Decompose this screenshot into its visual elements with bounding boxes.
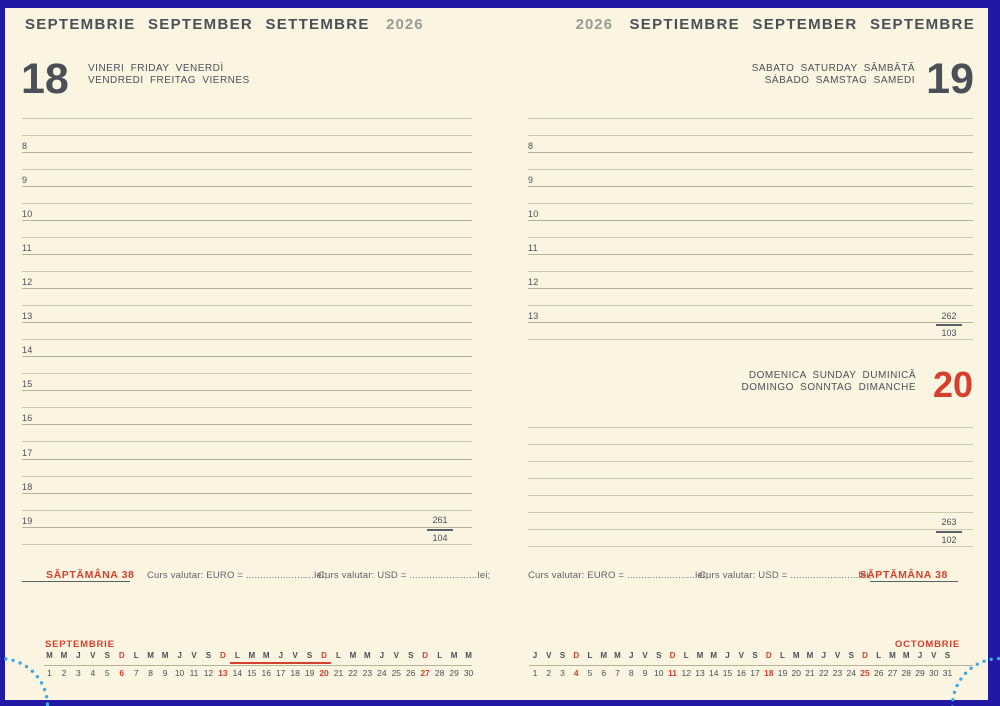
hour-label: 12	[528, 277, 539, 287]
schedule-line	[528, 478, 973, 479]
day-of-year-divider	[936, 531, 962, 533]
schedule-line	[22, 186, 472, 187]
left-euro-rate-line: Curs valutar: EURO = ........................lei;	[147, 570, 328, 581]
sunday-day-number: 20	[932, 364, 973, 405]
schedule-line	[22, 459, 472, 460]
calendar-day-number: 4	[573, 667, 579, 678]
schedule-line	[528, 305, 973, 306]
calendar-day-letter: S	[752, 651, 758, 660]
calendar-day-number: 19	[304, 667, 315, 678]
calendar-day-letter: M	[696, 651, 704, 660]
calendar-day-number: 30	[463, 667, 474, 678]
calendar-day-number: 23	[362, 667, 373, 678]
saturday-names-line1: SABATO SATURDAY SÂMBĂTĂ	[751, 63, 915, 74]
schedule-line	[22, 339, 472, 340]
schedule-line	[528, 339, 973, 340]
schedule-line	[528, 529, 973, 530]
day-of-year-count: 262	[941, 310, 957, 321]
calendar-day-number: 22	[819, 667, 829, 678]
hour-label: 8	[528, 140, 534, 151]
calendar-day-letter: M	[147, 651, 154, 660]
september-calendar-title: SEPTEMBRIE	[45, 639, 115, 650]
saturday-day-names	[752, 63, 915, 86]
schedule-line	[22, 322, 472, 323]
calendar-day-number: 17	[750, 667, 760, 678]
calendar-day-letter: J	[76, 651, 81, 660]
calendar-day-number: 23	[832, 667, 843, 678]
calendar-rule	[529, 665, 973, 666]
calendar-day-letter: M	[262, 651, 270, 660]
calendar-day-letter: D	[321, 651, 327, 660]
calendar-day-number: 9	[642, 667, 648, 678]
calendar-day-number: 7	[133, 667, 139, 678]
calendar-day-number: 28	[901, 667, 911, 678]
calendar-day-letter: M	[349, 651, 357, 660]
right-euro-rate-line: Curs valutar: EURO = ........................lei;	[528, 570, 709, 581]
days-remaining-count: 103	[941, 327, 957, 338]
calendar-day-letter: L	[683, 651, 689, 660]
calendar-day-number: 7	[615, 667, 620, 678]
schedule-line	[528, 546, 973, 547]
calendar-day-number: 16	[261, 667, 271, 678]
calendar-day-number: 12	[681, 667, 691, 678]
calendar-day-letter: L	[234, 651, 240, 660]
left-header-year: 2026	[386, 16, 424, 33]
calendar-day-letter: V	[546, 651, 552, 660]
calendar-day-number: 2	[61, 667, 67, 678]
calendar-rule	[44, 665, 472, 666]
calendar-day-number: 11	[668, 667, 677, 678]
calendar-day-number: 27	[420, 667, 430, 678]
calendar-day-number: 16	[736, 667, 746, 678]
saturday-names-line2: SÁBADO SAMSTAG SAMEDI	[764, 74, 915, 86]
hour-label: 9	[528, 174, 534, 185]
calendar-day-letter: V	[834, 651, 841, 660]
calendar-day-number: 13	[218, 667, 228, 678]
day-of-year-divider	[936, 324, 962, 326]
hour-label: 13	[22, 311, 33, 322]
schedule-line	[22, 390, 472, 391]
calendar-day-number: 29	[449, 667, 459, 678]
calendar-day-number: 28	[434, 667, 445, 678]
calendar-day-number: 6	[601, 667, 607, 678]
calendar-day-number: 20	[319, 667, 329, 678]
schedule-line	[528, 203, 973, 204]
left-usd-rate-line: Curs valutar: USD = ........................lei;	[318, 570, 491, 581]
right-page-header	[576, 16, 975, 33]
schedule-line	[22, 135, 472, 136]
calendar-day-letter: L	[876, 651, 882, 660]
calendar-day-letter: M	[46, 651, 53, 660]
schedule-line	[22, 152, 472, 153]
hour-label: 13	[528, 311, 539, 322]
calendar-day-letter: S	[306, 651, 313, 660]
day-of-year-count: 263	[941, 517, 957, 528]
hour-label: 11	[528, 242, 538, 253]
schedule-line	[22, 169, 472, 170]
calendar-day-number: 8	[628, 667, 634, 678]
calendar-day-letter: M	[465, 651, 472, 660]
calendar-day-number: 25	[391, 667, 402, 678]
calendar-day-letter: S	[104, 651, 110, 660]
schedule-line	[528, 237, 973, 238]
schedule-line	[22, 544, 472, 545]
calendar-day-letter: S	[656, 651, 662, 660]
calendar-day-letter: L	[133, 651, 139, 660]
calendar-day-number: 12	[203, 667, 214, 678]
calendar-day-number: 18	[290, 667, 300, 678]
calendar-day-letter: J	[278, 651, 283, 660]
calendar-day-letter: J	[725, 651, 730, 660]
schedule-line	[528, 512, 973, 513]
schedule-line	[22, 527, 472, 528]
calendar-day-letter: L	[336, 651, 341, 660]
days-remaining-count: 102	[941, 534, 957, 545]
calendar-day-letter: D	[573, 651, 580, 660]
calendar-day-letter: M	[792, 651, 800, 660]
calendar-day-letter: V	[393, 651, 399, 660]
calendar-day-number: 31	[942, 667, 953, 678]
day-of-year-divider	[427, 529, 453, 531]
calendar-day-number: 30	[929, 667, 939, 678]
hour-label: 12	[22, 277, 33, 287]
schedule-line	[22, 203, 472, 204]
calendar-day-number: 27	[887, 667, 898, 678]
calendar-day-number: 2	[546, 667, 552, 678]
hour-label: 17	[22, 447, 33, 458]
calendar-day-letter: L	[587, 651, 593, 660]
calendar-day-letter: S	[559, 651, 566, 660]
hour-label: 15	[22, 379, 33, 390]
calendar-day-letter: M	[450, 651, 458, 660]
calendar-day-letter: J	[629, 651, 634, 660]
calendar-day-letter: D	[220, 651, 226, 660]
schedule-line	[22, 356, 472, 357]
schedule-line	[22, 288, 472, 289]
hour-label: 18	[22, 481, 33, 492]
calendar-day-number: 22	[348, 667, 358, 678]
schedule-line	[22, 424, 472, 425]
schedule-line	[22, 305, 472, 306]
left-day-names-line2: VENDREDI FREITAG VIERNES	[88, 74, 250, 86]
schedule-line	[528, 427, 973, 428]
schedule-line	[528, 152, 973, 153]
calendar-day-number: 5	[587, 667, 593, 678]
calendar-day-number: 17	[275, 667, 286, 678]
calendar-day-number: 15	[722, 667, 733, 678]
schedule-line	[528, 495, 973, 496]
day-of-year-count: 261	[432, 515, 448, 526]
schedule-line	[22, 237, 472, 238]
calendar-day-letter: D	[765, 651, 772, 660]
calendar-day-letter: S	[848, 651, 854, 660]
calendar-day-letter: M	[902, 651, 910, 660]
schedule-line	[22, 407, 472, 408]
saturday-day-number: 19	[926, 55, 974, 103]
calendar-day-number: 29	[915, 667, 925, 678]
schedule-line	[22, 510, 472, 511]
calendar-day-letter: J	[379, 651, 385, 660]
calendar-day-number: 10	[654, 667, 664, 678]
hour-label: 10	[528, 208, 539, 219]
calendar-day-number: 1	[47, 667, 52, 678]
schedule-line	[528, 444, 973, 445]
schedule-line	[528, 135, 973, 136]
schedule-line	[528, 271, 973, 272]
calendar-day-letter: V	[642, 651, 648, 660]
calendar-day-letter: J	[532, 651, 538, 660]
calendar-day-number: 25	[860, 667, 870, 678]
calendar-day-letter: V	[90, 651, 96, 660]
hour-label: 10	[22, 208, 33, 219]
right-week-label: SĂPTĂMÂNA 38	[859, 569, 948, 581]
calendar-day-letter: M	[710, 651, 718, 660]
calendar-day-letter: L	[780, 651, 785, 660]
calendar-day-number: 26	[874, 667, 884, 678]
calendar-day-number: 14	[232, 667, 243, 678]
left-header-months: SEPTEMBRIE SEPTEMBER SETTEMBRE	[25, 16, 370, 33]
schedule-line	[22, 441, 472, 442]
schedule-line	[528, 322, 973, 323]
calendar-day-number: 20	[791, 667, 801, 678]
october-calendar-title: OCTOMBRIE	[894, 639, 960, 650]
calendar-day-letter: V	[738, 651, 744, 660]
calendar-current-week-underline	[230, 662, 331, 664]
left-week-label: SĂPTĂMÂNA 38	[46, 569, 135, 581]
calendar-day-letter: D	[118, 651, 125, 660]
hour-label: 8	[22, 140, 28, 151]
calendar-day-letter: M	[248, 651, 256, 660]
calendar-day-number: 19	[777, 667, 788, 678]
schedule-line	[22, 373, 472, 374]
hour-label: 11	[22, 242, 32, 253]
schedule-line	[22, 118, 472, 119]
schedule-line	[22, 493, 472, 494]
calendar-day-number: 11	[189, 667, 199, 678]
calendar-day-letter: M	[600, 651, 608, 660]
right-header-year: 2026	[575, 16, 613, 33]
paper-page	[5, 8, 988, 700]
schedule-line	[22, 476, 472, 477]
hour-label: 16	[22, 413, 33, 424]
calendar-day-letter: V	[191, 651, 197, 660]
calendar-day-number: 3	[560, 667, 565, 678]
hour-label: 19	[22, 515, 33, 526]
left-page-header	[25, 16, 424, 33]
calendar-day-letter: M	[60, 651, 68, 660]
calendar-day-number: 14	[709, 667, 719, 678]
calendar-day-letter: S	[205, 651, 212, 660]
schedule-line	[528, 186, 973, 187]
schedule-line	[528, 169, 973, 170]
right-header-months: SEPTIEMBRE SEPTEMBER SEPTEMBRE	[629, 16, 975, 33]
calendar-day-number: 21	[805, 667, 815, 678]
schedule-line	[22, 220, 472, 221]
calendar-day-number: 26	[406, 667, 416, 678]
calendar-day-letter: M	[806, 651, 814, 660]
calendar-day-number: 10	[174, 667, 185, 678]
sunday-day-names	[742, 370, 916, 393]
schedule-line	[528, 254, 973, 255]
schedule-line	[528, 220, 973, 221]
calendar-day-letter: V	[931, 651, 937, 660]
right-usd-rate-line: Curs valutar: USD = ........................lei;	[699, 570, 872, 581]
schedule-line	[528, 288, 973, 289]
calendar-day-number: 24	[846, 667, 856, 678]
schedule-line	[22, 254, 472, 255]
calendar-day-letter: M	[614, 651, 621, 660]
calendar-day-number: 4	[90, 667, 96, 678]
calendar-day-letter: V	[292, 651, 298, 660]
calendar-day-letter: J	[821, 651, 826, 660]
calendar-day-number: 9	[162, 667, 168, 678]
schedule-line	[528, 461, 973, 462]
calendar-day-number: 15	[247, 667, 257, 678]
calendar-day-letter: J	[917, 651, 923, 660]
calendar-day-number: 24	[377, 667, 387, 678]
calendar-day-number: 3	[76, 667, 81, 678]
days-remaining-count: 104	[432, 532, 448, 543]
calendar-day-letter: D	[669, 651, 676, 660]
calendar-day-number: 1	[532, 667, 538, 678]
calendar-day-number: 13	[695, 667, 705, 678]
sunday-names-line1: DOMENICA SUNDAY DUMINICĂ	[748, 370, 916, 381]
hour-label: 9	[22, 174, 28, 185]
left-day-names	[88, 63, 250, 86]
left-day-names-line1: VINERI FRIDAY VENERDÌ	[88, 63, 224, 74]
calendar-day-letter: J	[177, 651, 182, 660]
calendar-day-letter: S	[944, 651, 951, 660]
calendar-day-letter: D	[862, 651, 868, 660]
calendar-day-number: 18	[764, 667, 774, 678]
hour-label: 14	[22, 345, 33, 356]
calendar-day-letter: M	[889, 651, 896, 660]
calendar-day-letter: D	[422, 651, 429, 660]
sunday-names-line2: DOMINGO SONNTAG DIMANCHE	[741, 381, 916, 393]
calendar-day-letter: M	[364, 651, 371, 660]
calendar-day-number: 6	[119, 667, 125, 678]
calendar-day-letter: M	[161, 651, 169, 660]
calendar-day-number: 8	[148, 667, 153, 678]
calendar-day-letter: S	[408, 651, 414, 660]
calendar-day-number: 5	[104, 667, 110, 678]
schedule-line	[528, 118, 973, 119]
calendar-day-number: 21	[333, 667, 344, 678]
calendar-day-letter: L	[437, 651, 443, 660]
left-day-number: 18	[21, 55, 69, 103]
schedule-line	[22, 271, 472, 272]
